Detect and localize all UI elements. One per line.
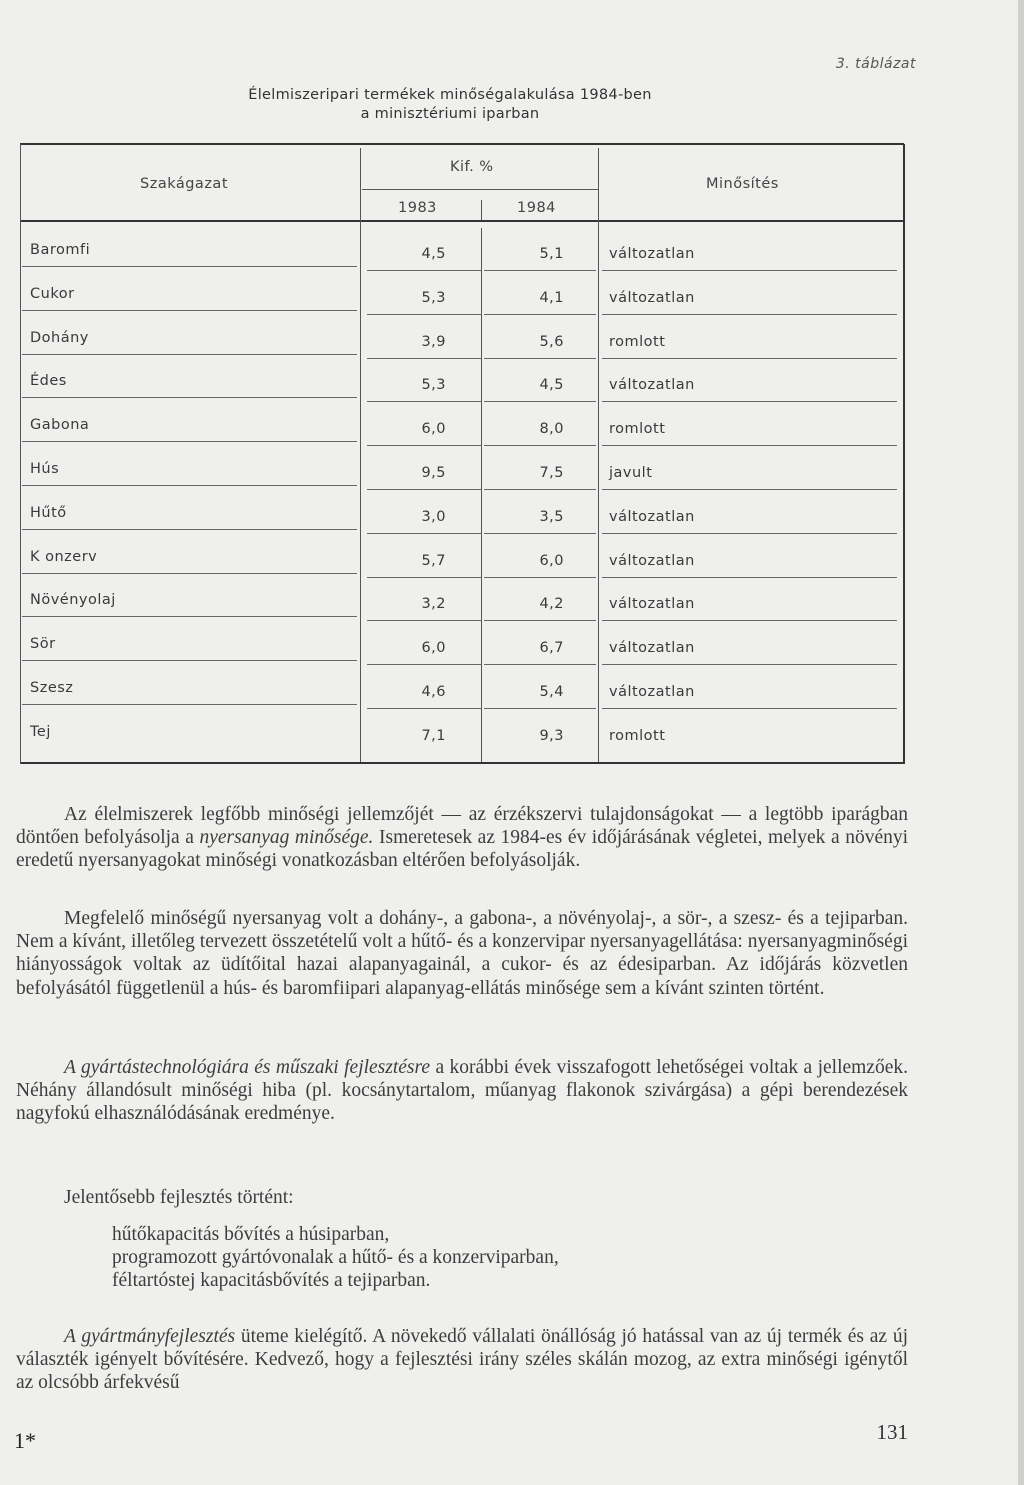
development-item: programozott gyártóvonalak a hűtő- és a konzerviparban, xyxy=(112,1247,559,1269)
value-1983-cell: 9,5 xyxy=(421,465,446,481)
table-number-label: 3. táblázat xyxy=(835,56,916,72)
value-1983-cell: 3,2 xyxy=(421,596,446,613)
value-1983-cell: 4,6 xyxy=(421,684,446,700)
row-underline xyxy=(22,529,357,530)
table-row xyxy=(22,403,902,447)
table-row xyxy=(22,228,902,272)
page-number: 131 xyxy=(876,1420,908,1444)
value-1983-cell: 6,0 xyxy=(421,640,446,657)
table-row xyxy=(22,447,902,491)
paragraph-1-emphasis: nyersanyag minősége. xyxy=(199,827,374,849)
header-kif: Kif. % xyxy=(450,159,494,175)
row-underline xyxy=(22,397,357,398)
table-header-rule xyxy=(20,220,904,222)
header-branch: Szakágazat xyxy=(140,176,228,192)
branch-cell: Hűtő xyxy=(30,504,67,521)
header-rating: Minősítés xyxy=(706,176,779,192)
table-title-line-2: a minisztériumi iparban xyxy=(360,106,540,122)
value-1983-cell: 5,3 xyxy=(421,377,446,394)
table-title xyxy=(200,86,700,124)
row-underline xyxy=(22,660,357,661)
table-bottom-rule xyxy=(20,762,904,764)
table-top-rule xyxy=(20,143,904,145)
value-1984-cell: 5,1 xyxy=(539,246,564,262)
value-1984-cell: 3,5 xyxy=(539,508,564,525)
paragraph-3-emphasis: A gyártástechnológiára és műszaki fejlesztésre xyxy=(64,1057,431,1078)
table-row xyxy=(22,316,902,360)
row-underline xyxy=(22,573,357,574)
branch-cell: Tej xyxy=(30,723,51,740)
paragraph-1-text-b: Ismeretesek az 1984-es év időjárásának végletei, melyek a növényi eredetű nyersanyagokat minőségi vonatkozásban eltérően befolyásolják. xyxy=(16,827,909,872)
paragraph-4-emphasis: A gyártmányfejlesztés xyxy=(64,1326,236,1347)
rating-cell: javult xyxy=(609,465,653,481)
paragraph-1-text-a: Az élelmiszerek legfőbb minőségi jellemzőjét — az érzékszervi tulajdonságokat — a legtöbb iparágban döntően befolyásolja a xyxy=(16,804,908,849)
rating-cell: romlott xyxy=(609,333,666,350)
rating-cell: változatlan xyxy=(609,552,695,569)
table-row xyxy=(22,272,902,316)
rating-cell: változatlan xyxy=(609,640,695,657)
branch-cell: Gabona xyxy=(30,417,90,434)
value-1984-cell: 4,1 xyxy=(539,289,564,306)
development-item: hűtőkapacitás bővítés a húsiparban, xyxy=(112,1224,390,1245)
branch-cell: Növényolaj xyxy=(30,592,116,609)
value-1983-cell: 3,0 xyxy=(421,508,446,525)
branch-cell: Cukor xyxy=(30,285,75,302)
value-1983-cell: 3,9 xyxy=(421,333,446,350)
value-1984-cell: 8,0 xyxy=(539,421,564,438)
value-1984-cell: 7,5 xyxy=(539,465,564,481)
table-row xyxy=(22,359,902,403)
value-1984-cell: 5,6 xyxy=(539,333,564,350)
value-1984-cell: 4,2 xyxy=(539,596,564,613)
branch-cell: Szesz xyxy=(30,680,74,696)
rating-cell: változatlan xyxy=(609,684,695,700)
rating-cell: változatlan xyxy=(609,289,695,306)
value-1984-cell: 4,5 xyxy=(539,377,564,394)
value-1984-cell: 5,4 xyxy=(539,684,564,700)
col-divider-years xyxy=(481,200,482,220)
paragraph-2 xyxy=(16,907,908,1000)
value-1983-cell: 5,7 xyxy=(421,552,446,569)
value-1983-cell: 5,3 xyxy=(421,289,446,306)
header-1984: 1984 xyxy=(517,200,556,216)
paragraph-3 xyxy=(16,1056,908,1126)
signature-mark: 1* xyxy=(14,1428,36,1453)
table-right-border xyxy=(903,144,905,764)
branch-cell: Baromfi xyxy=(30,242,91,258)
value-1983-cell: 4,5 xyxy=(421,246,446,262)
rating-cell: változatlan xyxy=(609,508,695,525)
paragraph-1 xyxy=(16,803,908,873)
branch-cell: Sör xyxy=(30,636,56,653)
development-list xyxy=(112,1223,559,1293)
rating-cell: romlott xyxy=(609,421,666,438)
development-intro: Jelentősebb fejlesztés történt: xyxy=(64,1187,294,1208)
table-row xyxy=(22,491,902,535)
branch-cell: Édes xyxy=(30,373,67,390)
rating-cell: változatlan xyxy=(609,596,695,613)
row-underline xyxy=(22,266,357,267)
table-title-line-1: Élelmiszeripari termékek minőségalakulása 1984-ben xyxy=(248,87,652,103)
value-1984-cell: 6,7 xyxy=(539,640,564,657)
header-1983: 1983 xyxy=(398,200,437,216)
rating-cell: romlott xyxy=(609,727,666,744)
branch-cell: K onzerv xyxy=(30,548,98,565)
rating-cell: változatlan xyxy=(609,246,695,262)
table-left-border xyxy=(20,144,21,764)
value-1984-cell: 6,0 xyxy=(539,552,564,569)
row-underline xyxy=(22,310,357,311)
row-underline xyxy=(22,704,357,705)
row-underline xyxy=(22,485,357,486)
branch-cell: Hús xyxy=(30,461,60,477)
table-row xyxy=(22,710,902,754)
row-underline xyxy=(22,441,357,442)
paragraph-4 xyxy=(16,1325,908,1395)
table-row xyxy=(22,622,902,666)
paragraph-3-text: a korábbi évek visszafogott lehetőségei voltak a jellemzőek. Néhány állandósult minőségi hiba (pl. kocsánytartalom, műanyag flakonok szivárgása) a gépi berendezések nagyfokú elhasználódásának eredménye. xyxy=(16,1057,908,1125)
value-1984-cell: 9,3 xyxy=(539,727,564,744)
row-underline xyxy=(22,354,357,355)
row-underline xyxy=(22,616,357,617)
table-row xyxy=(22,535,902,579)
table-row xyxy=(22,578,902,622)
rating-cell: változatlan xyxy=(609,377,695,394)
value-1983-cell: 6,0 xyxy=(421,421,446,438)
development-item: féltartóstej kapacitásbővítés a tejiparban. xyxy=(112,1270,431,1292)
branch-cell: Dohány xyxy=(30,329,89,346)
page-edge xyxy=(1018,0,1024,1485)
kif-subheader-rule xyxy=(362,189,598,190)
paragraph-2-text: Megfelelő minőségű nyersanyag volt a dohány-, a gabona-, a növényolaj-, a sör-, a szesz- és a tejiparban. Nem a kívánt, illetőleg tervezett összetételű volt a hűtő- és a konzervipar nyersanyagellátása: nyersanyagminőségi hiányosságok voltak az üdítőital hazai alapanyagainál, a cukor- és az édesiparban. Az időjárás közvetlen befolyásától függetlenül a hús- és baromfiipari alapanyag-ellátás minősége sem a kívánt szinten történt. xyxy=(16,908,908,999)
paragraph-4-text: üteme kielégítő. A növekedő vállalati önállóság jó hatással van az új termék és az új választék igényelt bővítésére. Kedvező, hogy a fejlesztési irány széles skálán mozog, az extra minőségi igénytől az olcsóbb árfekvésű xyxy=(16,1326,908,1394)
value-1983-cell: 7,1 xyxy=(421,727,446,744)
table-row xyxy=(22,666,902,710)
